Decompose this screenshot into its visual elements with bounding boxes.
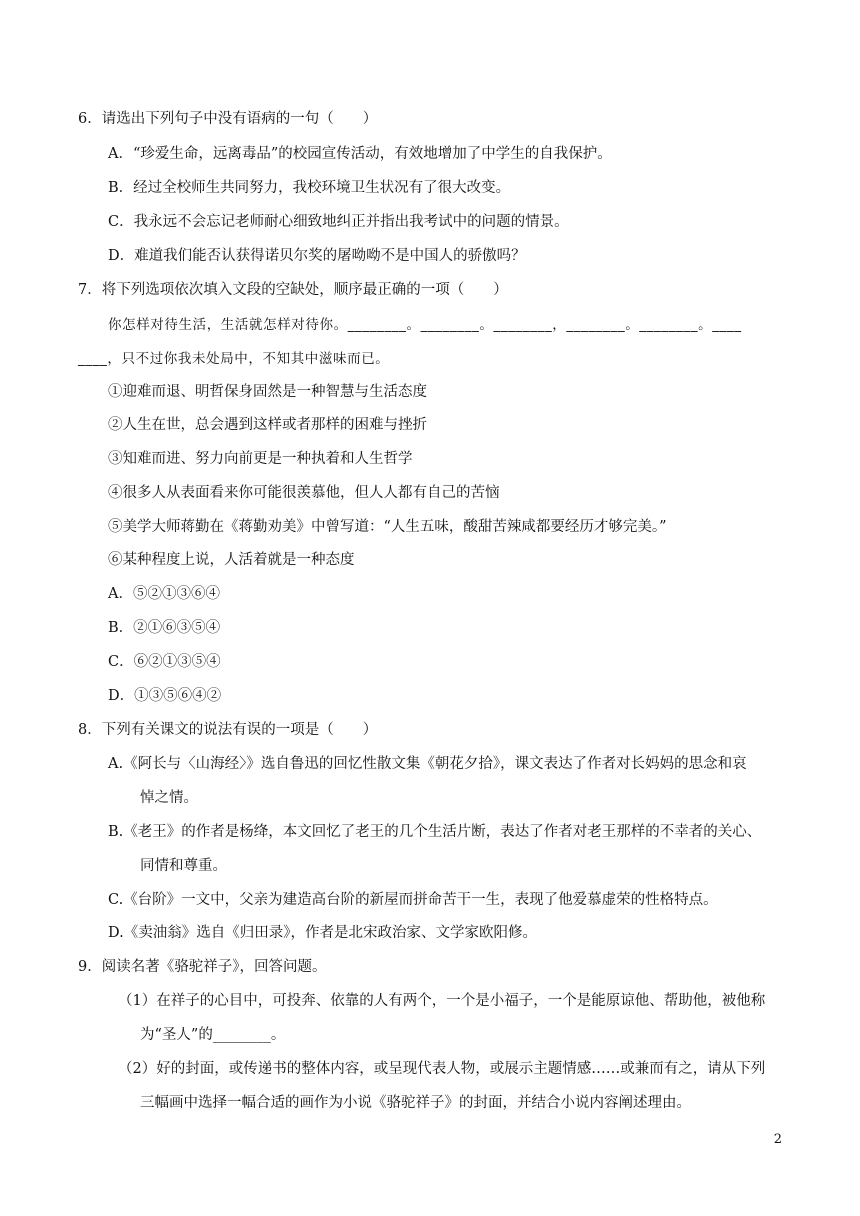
page-number: 2	[773, 1132, 782, 1147]
q8-stem: 8．下列有关课文的说法有误的一项是（ ）	[78, 722, 378, 738]
q7-option-a: A．⑤②①③⑥④	[108, 586, 220, 602]
q8-option-a-cont: 悼之情。	[140, 790, 198, 806]
q6-option-b: B．经过全校师生共同努力，我校环境卫生状况有了很大改变。	[108, 180, 511, 196]
q9-stem: 9．阅读名著《骆驼祥子》，回答问题。	[78, 959, 327, 975]
q7-item-1: ①迎难而退、明哲保身固然是一种智慧与生活态度	[108, 384, 427, 400]
q6-stem: 6．请选出下列句子中没有语病的一句（ ）	[78, 111, 378, 127]
q8-option-c: C.《台阶》一文中，父亲为建造高台阶的新屋而拼命苦干一生，表现了他爱慕虚荣的性格特点。	[108, 892, 718, 908]
q9-sub2: （2）好的封面，或传递书的整体内容，或呈现代表人物，或展示主题情感……或兼而有之，请从下列	[118, 1061, 766, 1077]
q7-stem: 7．将下列选项依次填入文段的空缺处，顺序最正确的一项（ ）	[78, 282, 508, 298]
q7-item-4: ④很多人从表面看来你可能很羡慕他，但人人都有自己的苦恼	[108, 485, 500, 501]
q6-option-c: C．我永远不会忘记老师耐心细致地纠正并指出我考试中的问题的情景。	[108, 214, 569, 230]
q9-sub2-cont: 三幅画中选择一幅合适的画作为小说《骆驼祥子》的封面，并结合小说内容阐述理由。	[140, 1095, 691, 1111]
q8-option-b-cont: 同情和尊重。	[140, 858, 227, 874]
q7-item-3: ③知难而进、努力向前更是一种执着和人生哲学	[108, 451, 413, 467]
q9-sub1: （1）在祥子的心目中，可投奔、依靠的人有两个，一个是小福子，一个是能原谅他、帮助他，被他称	[118, 993, 766, 1009]
q8-option-b: B.《老王》的作者是杨绛，本文回忆了老王的几个生活片断，表达了作者对老王那样的不幸者的关心、	[108, 824, 762, 840]
q6-option-a: A．“珍爱生命，远离毒品”的校园宣传活动，有效地增加了中学生的自我保护。	[108, 146, 612, 162]
q6-option-d: D．难道我们能否认获得诺贝尔奖的屠呦呦不是中国人的骄傲吗？	[108, 248, 526, 264]
q7-item-5: ⑤美学大师蒋勤在《蒋勤劝美》中曾写道：“人生五味，酸甜苦辣咸都要经历才够完美。”	[108, 519, 667, 535]
q9-sub1-cont: 为“圣人”的________。	[140, 1027, 286, 1043]
q7-passage-line1: 你怎样对待生活，生活就怎样对待你。________。________。________，________。________。____	[108, 317, 742, 333]
q8-option-d: D.《卖油翁》选自《归田录》，作者是北宋政治家、文学家欧阳修。	[108, 925, 537, 941]
q7-option-d: D．①③⑤⑥④②	[108, 688, 222, 704]
q7-option-c: C．⑥②①③⑤④	[108, 654, 221, 670]
q7-item-2: ②人生在世，总会遇到这样或者那样的困难与挫折	[108, 417, 427, 433]
q7-option-b: B．②①⑥③⑤④	[108, 620, 221, 636]
q7-passage-line2: ____，只不过你我未处局中，不知其中滋味而已。	[78, 351, 390, 367]
q8-option-a: A.《阿长与〈山海经〉》选自鲁迅的回忆性散文集《朝花夕拾》，课文表达了作者对长妈妈的思念和哀	[108, 756, 747, 772]
q7-item-6: ⑥某种程度上说，人活着就是一种态度	[108, 552, 355, 568]
